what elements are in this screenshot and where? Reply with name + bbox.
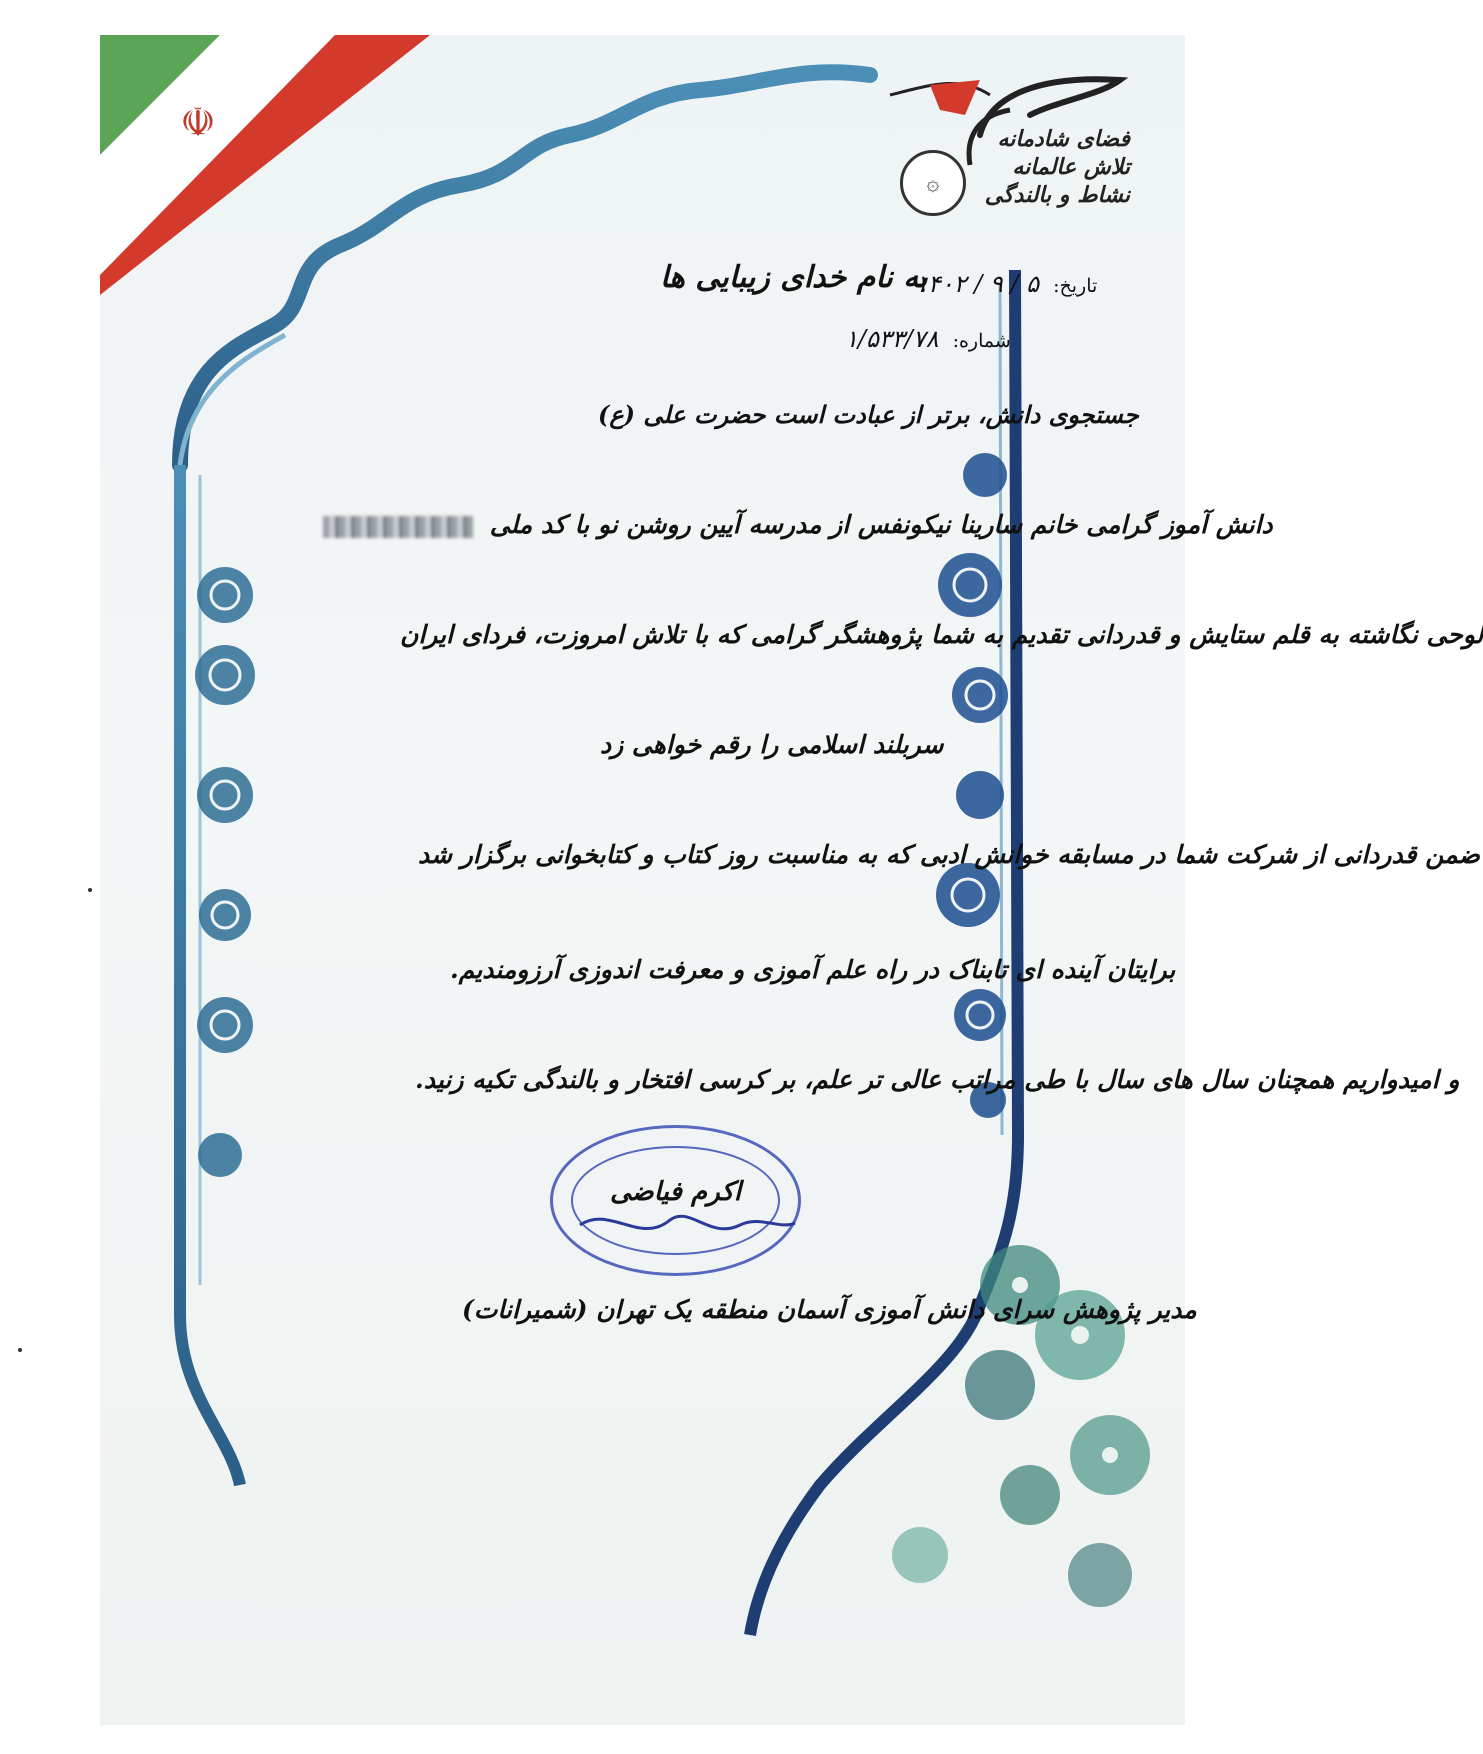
paragraph-4: ضمن قدردانی از شرکت شما در مسابقه خوانش ادبی که به مناسبت روز کتاب و کتابخوانی برگزار شد xyxy=(418,840,1480,869)
ornament-left-1 xyxy=(197,567,253,623)
education-seal-icon: ۞ xyxy=(900,150,966,216)
date-label: تاریخ: xyxy=(1053,275,1098,297)
ornament-left-5 xyxy=(197,997,253,1053)
ornament-right-4 xyxy=(956,771,1004,819)
scan-speck xyxy=(88,888,92,892)
paragraph-6: و امیدواریم همچنان سال های سال با طی مراتب عالی تر علم، بر کرسی افتخار و بالندگی تکیه زنید. xyxy=(415,1065,1460,1094)
paragraph-2: لوحی نگاشته به قلم ستایش و قدردانی تقدیم به شما پژوهشگر گرامی که با تلاش امروزت، فردای ایران xyxy=(400,620,1483,649)
ornament-right-5 xyxy=(936,863,1000,927)
ornament-right-2 xyxy=(938,553,1002,617)
right-ornaments xyxy=(936,453,1008,1118)
number-label: شماره: xyxy=(952,330,1011,352)
iran-emblem-icon: ☫ xyxy=(180,100,216,146)
logo-red-book-icon xyxy=(930,80,980,115)
hadith-quote: جستجوی دانش، برتر از عبادت است حضرت علی (ع) xyxy=(598,400,1139,429)
ornament-right-3 xyxy=(952,667,1008,723)
scan-speck xyxy=(18,1348,22,1352)
paragraph-1 xyxy=(315,510,1273,539)
date-line xyxy=(915,270,1097,298)
redacted-national-id xyxy=(323,516,473,538)
ornament-right-6 xyxy=(954,989,1006,1041)
ornament-left-2 xyxy=(195,645,255,705)
paragraph-3: سربلند اسلامی را رقم خواهی زد xyxy=(600,730,944,759)
logo-text xyxy=(980,125,1130,209)
paragraph-5: برایتان آینده ای تابناک در راه علم آموزی و معرفت اندوزی آرزومندیم. xyxy=(450,955,1176,984)
certificate-heading: به نام خدای زیبایی ها xyxy=(660,260,928,295)
number-line xyxy=(845,325,1011,353)
paragraph-1-end: با کد ملی xyxy=(489,510,590,539)
paragraph-1-start: دانش آموز گرامی خانم سارینا نیکونفس از مدرسه آیین روشن نو xyxy=(597,510,1273,539)
signatory-title: مدیر پژوهش سرای دانش آموزی آسمان منطقه یک تهران (شمیرانات) xyxy=(462,1295,1197,1324)
ornament-left-3 xyxy=(197,767,253,823)
number-value: ۱/۵۳۳/۷۸ xyxy=(845,325,939,353)
organization-logo xyxy=(870,55,1170,255)
logo-line-2: تلاش عالمانه xyxy=(1012,154,1130,180)
logo-line-3: نشاط و بالندگی xyxy=(984,182,1130,208)
ornament-right-1 xyxy=(963,453,1007,497)
ornament-left-6 xyxy=(198,1133,242,1177)
signature-name: اکرم فیاضی xyxy=(610,1177,742,1207)
certificate-sheet xyxy=(100,35,1483,1725)
logo-line-1: فضای شادمانه xyxy=(997,126,1130,152)
date-value: ۵ / ۹ / ۱۴۰۲ xyxy=(915,270,1040,298)
ornament-left-4 xyxy=(199,889,251,941)
